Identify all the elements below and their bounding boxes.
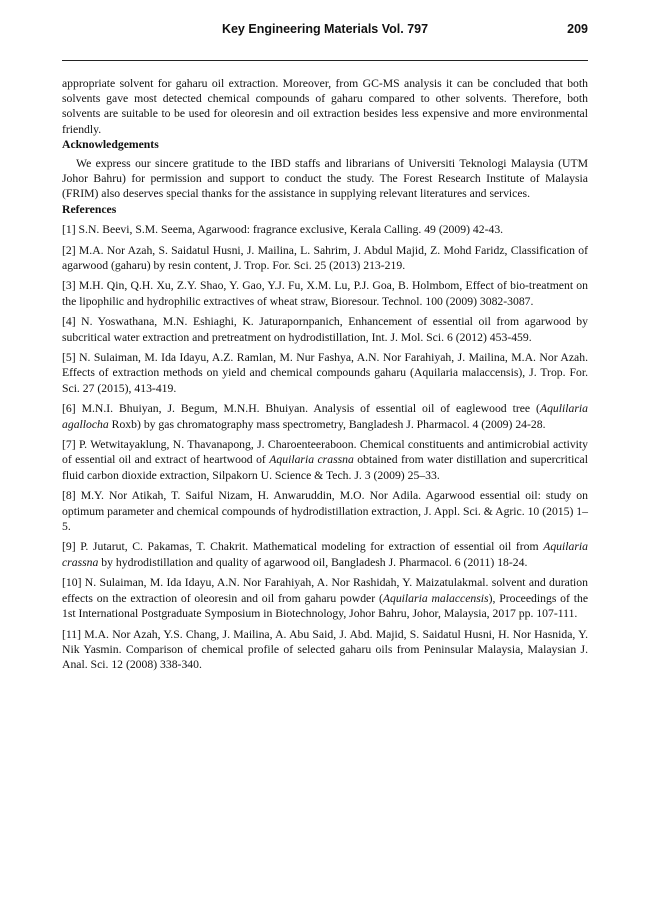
reference-text: [6] M.N.I. Bhuiyan, J. Begum, M.N.H. Bhuiyan. Analysis of essential oil of eaglewood tree (: [62, 402, 540, 416]
reference-text: [4] N. Yoswathana, M.N. Eshiaghi, K. Jaturapornpanich, Enhancement of essential oil from agarwood by subcritical water extraction and pretreatment on hydrodistillation, Int. J. Mol. Sci. 6 (2012) 453-459.: [62, 315, 588, 344]
reference-item: [62, 243, 588, 273]
reference-text: [9] P. Jutarut, C. Pakamas, T. Chakrit. Mathematical modeling for extraction of essential oil from: [62, 540, 544, 554]
running-header: [62, 18, 588, 44]
reference-item: [62, 627, 588, 673]
reference-species-name: Aquilaria crassna: [269, 453, 354, 467]
reference-item: [62, 539, 588, 569]
reference-text: by hydrodistillation and quality of agarwood oil, Bangladesh J. Pharmacol. 6 (2011) 18-24.: [98, 555, 528, 569]
reference-text: [2] M.A. Nor Azah, S. Saidatul Husni, J. Mailina, L. Sahrim, J. Abdul Majid, Z. Mohd Faridz, Classification of agarwood (gaharu) by resin content, J. Trop. For. Sci. 25 (2013) 213-219.: [62, 243, 588, 272]
page-number: 209: [567, 22, 588, 36]
reference-text: [3] M.H. Qin, Q.H. Xu, Z.Y. Shao, Y. Gao, Y.J. Fu, X.M. Lu, P.J. Goa, B. Holmbom, Effect of bio-treatment on the lipophilic and hydrophilic extractives of wheat straw, Bioresour. Technol. 100 (2009) 3082-3087.: [62, 279, 588, 308]
reference-item: [62, 222, 588, 237]
reference-item: [62, 350, 588, 396]
reference-species-name: Aquilaria malaccensis: [382, 591, 489, 605]
reference-item: [62, 314, 588, 344]
header-rule: [62, 60, 588, 61]
reference-item: [62, 401, 588, 431]
reference-text: [8] M.Y. Nor Atikah, T. Saiful Nizam, H. Anwaruddin, M.O. Nor Adila. Agarwood essential oil: study on optimum parameter and chemical compounds of hydrodistillation extraction, J. Appl. Sci. & Agric. 10 (2015) 1–5.: [62, 489, 588, 533]
reference-text: obtained from water distillation and supercritical fluid carbon dioxide extraction, Silpakorn U. Science & Tech. J. 3 (2009) 25–33.: [62, 453, 588, 482]
acknowledgements-paragraph: We express our sincere gratitude to the IBD staffs and librarians of Universiti Teknologi Malaysia (UTM Johor Bahru) for permission and support to conduct the study. The Forest Research Institute of Malaysia (FRIM) also deserves special thanks for the assistance in supplying relevant literatures and services.: [62, 157, 588, 201]
reference-item: [62, 278, 588, 308]
reference-species-name: Aquilaria crassna: [62, 540, 588, 569]
reference-text: [1] S.N. Beevi, S.M. Seema, Agarwood: fragrance exclusive, Kerala Calling. 49 (2009) 42-43.: [62, 222, 504, 236]
reference-text: [10] N. Sulaiman, M. Ida Idayu, A.N. Nor Farahiyah, A. Nor Rashidah, Y. Maizatulakmal. solvent and duration effects on the extraction of oleoresin and oil from gaharu powder (: [62, 576, 588, 605]
reference-species-name: Aqulilaria agallocha: [62, 402, 588, 431]
reference-item: [62, 488, 588, 534]
page-body: [62, 76, 588, 678]
acknowledgements-heading: Acknowledgements: [62, 137, 159, 151]
reference-text: [5] N. Sulaiman, M. Ida Idayu, A.Z. Ramlan, M. Nur Fashya, A.N. Nor Farahiyah, J. Mailina, M.A. Nor Azah. Effects of extraction methods on yield and chemical compounds gaharu (Aquilaria malaccensis), J. Trop. For. Sci. 27 (2015), 413-419.: [62, 351, 588, 395]
intro-paragraph: appropriate solvent for gaharu oil extraction. Moreover, from GC-MS analysis it can be concluded that both solvents gave most detected chemical compounds of gaharu compared to other solvents. Therefore, both solvents are suitable to be used for oleoresin and oil extraction besides less expensive and more environmental friendly.: [62, 77, 588, 136]
reference-text: [7] P. Wetwitayaklung, N. Thavanapong, J. Charoenteeraboon. Chemical constituents and antimicrobial activity of essential oil and extract of heartwood of: [62, 438, 588, 467]
reference-text: Roxb) by gas chromatography mass spectrometry, Bangladesh J. Pharmacol. 4 (2009) 24-28.: [108, 417, 546, 431]
reference-item: [62, 575, 588, 621]
reference-list: [62, 222, 588, 672]
reference-text: ), Proceedings of the 1st International Postgraduate Symposium in Biotechnology, Johor Bahru, Johor, Malaysia, 2017 pp. 107-111.: [62, 591, 589, 620]
reference-item: [62, 437, 588, 483]
references-heading: References: [62, 202, 117, 216]
reference-text: [11] M.A. Nor Azah, Y.S. Chang, J. Mailina, A. Abu Said, J. Abd. Majid, S. Saidatul Husni, H. Nor Hasnida, Y. Nik Yasmin. Comparison of chemical profile of selected gaharu oils from Peninsular Malaysia, Malaysian J. Anal. Sci. 12 (2008) 338-340.: [62, 627, 588, 671]
journal-title: Key Engineering Materials Vol. 797: [221, 22, 429, 36]
